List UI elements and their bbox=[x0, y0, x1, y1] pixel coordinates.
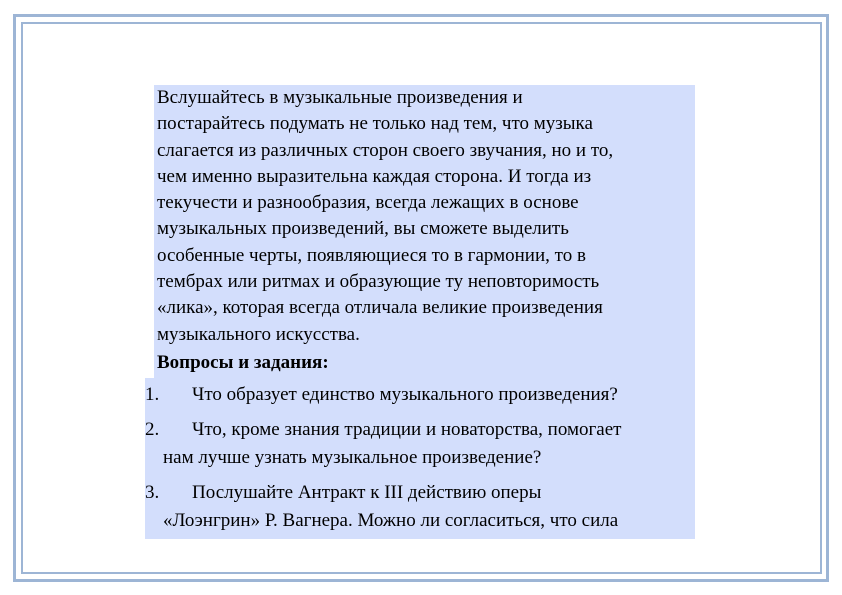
question-number: 2. bbox=[145, 418, 160, 440]
text-block bbox=[145, 85, 695, 539]
questions-list bbox=[145, 378, 695, 539]
question-text: Что, кроме знания традиции и новаторства, помогает нам лучше узнать музыкальное произведение? bbox=[163, 418, 622, 468]
question-item bbox=[145, 476, 695, 539]
question-text: Послушайте Антракт к III действию оперы «Лоэнгрин» Р. Вагнера. Можно ли согласиться, что сила bbox=[163, 481, 619, 531]
body-paragraph: Вслушайтесь в музыкальные произведения и постарайтесь подумать не только над тем, что музыка слагается из различных сторон своего звучания, но и то, чем именно выразительна каждая сторона. И тогда из текучести и разнообразия, всегда лежащих в основе музыкальных произведений, вы сможете выделить особенные черты, появляющиеся то в гармонии, то в тембрах или ритмах и образующие ту неповторимость «лика», которая всегда отличала великие произведения музыкального искусства. bbox=[154, 85, 695, 348]
questions-heading: Вопросы и задания: bbox=[154, 348, 695, 378]
question-number: 1. bbox=[145, 383, 160, 405]
question-item bbox=[145, 378, 695, 413]
question-number: 3. bbox=[145, 481, 160, 503]
question-text: Что образует единство музыкального произведения? bbox=[192, 383, 618, 405]
question-item bbox=[145, 413, 695, 476]
